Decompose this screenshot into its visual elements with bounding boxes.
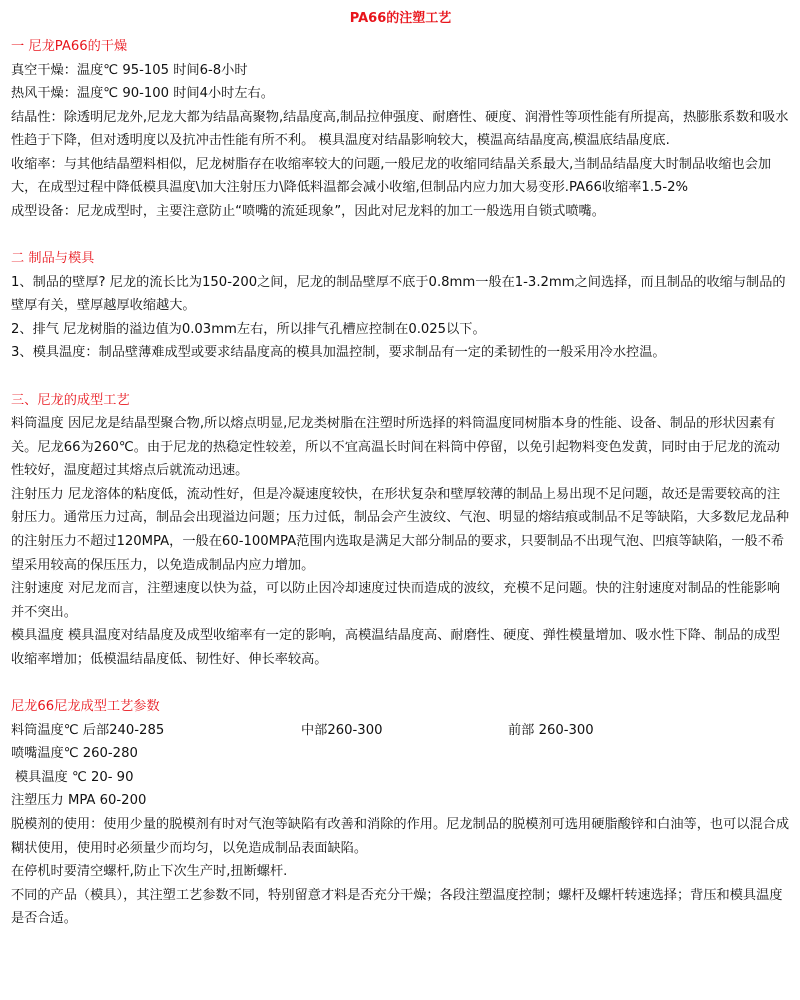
spacer [11, 365, 790, 389]
paragraph-shrinkage: 收缩率：与其他结晶塑料相似，尼龙树脂存在收缩率较大的问题,一般尼龙的收缩同结晶关系最大,当制品结晶度大时制品收缩也会加大，在成型过程中降低模具温度\加大注射压力\降低料温都会减小收缩,但制品内应力加大易变形.PA66收缩率1.5-2% [11, 156, 772, 196]
section-heading-molding-process: 三、尼龙的成型工艺 [11, 392, 130, 408]
section-drying [11, 35, 790, 224]
section-heading-drying: 一 尼龙PA66的干燥 [11, 39, 128, 54]
paragraph-mold-temperature: 3、模具温度：制品壁薄难成型或要求结晶度高的模具加温控制，要求制品有一定的柔韧性的一般采用冷水控温。 [11, 345, 666, 361]
barrel-temperature-row [11, 719, 790, 743]
paragraph-vacuum-drying: 真空干燥：温度℃ 95-105 时间6-8小时 [11, 62, 248, 78]
paragraph-barrel-temperature: 料筒温度 因尼龙是结晶型聚合物,所以熔点明显,尼龙类树脂在注塑时所选择的料筒温度同树脂本身的性能、设备、制品的形状因素有关。尼龙66为260℃。由于尼龙的热稳定性较差，所以不宜高温长时间在料筒中停留，以免引起物料变色发黄，同时由于尼龙的流动性较好，温度超过其熔点后就流动迅速。 [11, 416, 780, 479]
nozzle-temperature-line: 喷嘴温度℃ 260-280 [11, 746, 138, 762]
document-title: PA66的注塑工艺 [349, 11, 452, 26]
mold-temperature-line: 模具温度 ℃ 20- 90 [15, 769, 134, 785]
injection-pressure-line: 注塑压力 MPA 60-200 [11, 793, 147, 809]
section-heading-process-parameters: 尼龙66尼龙成型工艺参数 [11, 699, 160, 715]
section-process-parameters [11, 695, 790, 931]
paragraph-release-agent: 脱模剂的使用：使用少量的脱模剂有时对气泡等缺陷有改善和消除的作用。尼龙制品的脱模剂可选用硬脂酸锌和白油等，也可以混合成糊状使用，使用时必须量少而均匀，以免造成制品表面缺陷。 [11, 816, 790, 856]
paragraph-injection-pressure: 注射压力 尼龙溶体的粘度低，流动性好，但是冷凝速度较快，在形状复杂和壁厚较薄的制品上易出现不足问题，故还是需要较高的注射压力。通常压力过高，制品会出现溢边问题；压力过低，制品会产生波纹、气泡、明显的熔结痕或制品不足等缺陷，大多数尼龙品种的注射压力不超过120MPA，一般在60-100MPA范围内选取是满足大部分制品的要求，只要制品不出现气泡、凹痕等缺陷，一般不希望采用较高的保压压力，以免造成制品内应力增加。 [11, 486, 790, 573]
section-heading-product-and-mold: 二 制品与模具 [11, 251, 95, 267]
paragraph-product-differences: 不同的产品（模具），其注塑工艺参数不同，特别留意才料是否充分干燥；各段注塑温度控制；螺杆及螺杆转速选择；背压和模具温度是否合适。 [11, 887, 783, 927]
spacer [11, 672, 790, 696]
barrel-middle-zone: 中部260-300 [301, 722, 383, 738]
paragraph-wall-thickness: 1、制品的壁厚? 尼龙的流长比为150-200之间，尼龙的制品壁厚不底于0.8mm一般在1-3.2mm之间选择，而且制品的收缩与制品的壁厚有关，壁厚越厚收缩越大。 [11, 274, 786, 314]
paragraph-crystallinity: 结晶性：除透明尼龙外,尼龙大都为结晶高聚物,结晶度高,制品拉伸强度、耐磨性、硬度、润滑性等项性能有所提高，热膨胀系数和吸水性趋于下降，但对透明度以及抗冲击性能有所不利。 模具温度对结晶影响较大，模温高结晶度高,模温底结晶度底. [11, 109, 789, 149]
spacer [11, 224, 790, 248]
section-product-and-mold [11, 247, 790, 365]
paragraph-shutdown-note: 在停机时要清空螺杆,防止下次生产时,扭断螺杆. [11, 864, 288, 880]
paragraph-hot-air-drying: 热风干燥：温度℃ 90-100 时间4小时左右。 [11, 86, 274, 102]
paragraph-injection-speed: 注射速度 对尼龙而言，注塑速度以快为益，可以防止因冷却速度过快而造成的波纹，充模不足问题。快的注射速度对制品的性能影响并不突出。 [11, 581, 781, 620]
paragraph-venting: 2、排气 尼龙树脂的溢边值为0.03mm左右，所以排气孔槽应控制在0.025以下。 [11, 321, 486, 337]
barrel-rear-zone: 料筒温度℃ 后部240-285 [11, 722, 165, 738]
barrel-front-zone: 前部 260-300 [508, 722, 594, 738]
section-molding-process [11, 389, 790, 672]
paragraph-mold-temperature-process: 模具温度 模具温度对结晶度及成型收缩率有一定的影响，高模温结晶度高、耐磨性、硬度、弹性模量增加、吸水性下降、制品的成型收缩率增加；低模温结晶度低、韧性好、伸长率较高。 [11, 628, 781, 667]
paragraph-molding-equipment: 成型设备：尼龙成型时，主要注意防止“喷嘴的流延现象”，因此对尼龙料的加工一般选用自锁式喷嘴。 [11, 204, 605, 220]
